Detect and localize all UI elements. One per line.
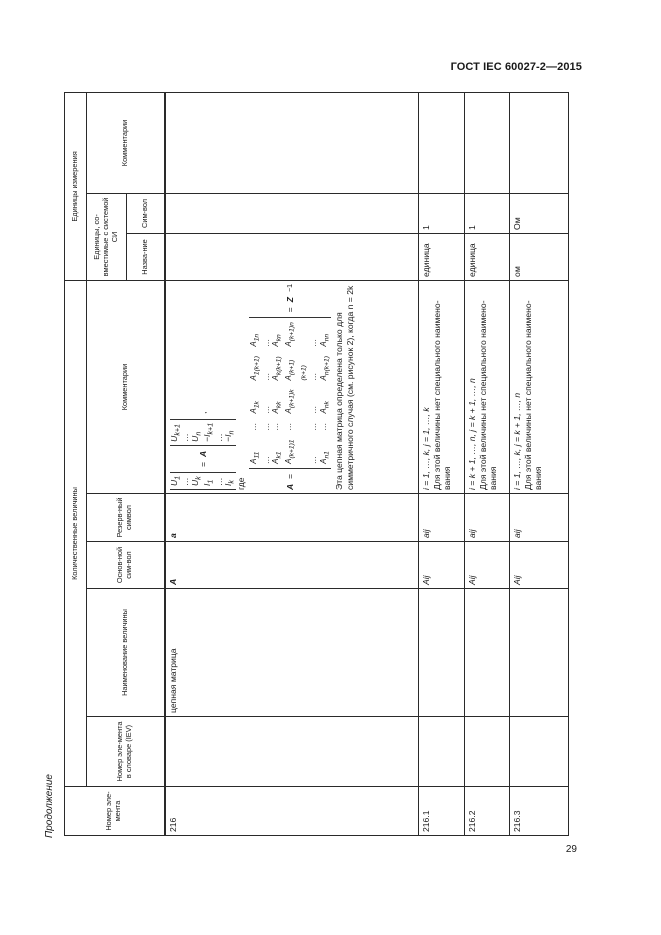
right-vector: $U_{k+1}$ … $U_n$ $-I_{k+1}$ … $-I_n$: [170, 419, 237, 446]
row-reserve-symbol: a: [165, 494, 419, 542]
row-comment-range: i = k + 1, …, n, j = k + 1, …, n: [467, 378, 477, 490]
row-reserve-symbol: aij: [465, 494, 510, 542]
row-comments: [165, 280, 419, 493]
row-main-symbol: Aij: [419, 542, 465, 589]
row-unit-name: ом: [510, 233, 569, 280]
row-unit-symbol: 1: [465, 193, 510, 233]
row-number: 216.3: [510, 787, 569, 836]
row-comment-text: Для этой величины нет специального наимено-вания: [431, 300, 453, 490]
row-iev: [510, 717, 569, 787]
row-comment-text: Для этой величины нет специального наимено-вания: [522, 300, 544, 490]
row-unit-symbol: 1: [419, 193, 465, 233]
quantities-table: [64, 92, 569, 836]
rotated-table-container: [64, 93, 568, 836]
head-units-group: Единицы измерения: [65, 92, 87, 280]
chain-matrix: $A_{11}$ … $A_{1k}$ $A_{1(k+1)}$ $A_{1n}$ … … … … … $A_{k1}$ … $A_{kk}$ $A_{k(k+1)}$ $A_{kn}$ $A_{(k+1)1}$ … $A_{(k+1)k}$ $A_{(k+1)(k+1)}$ $A_{(k+1)n}$ … … … … … $A_{n1}$ … $A_{nk}$ $A_{n(k+1)}$ $A_{nn}$: [249, 317, 331, 469]
chain-matrix-equation: A = $A_{11}$ … $A_{1k}$ $A_{1(k+1)}$ $A_{1n}$ … … … … … $A_{k1}$ … $A_{kk}$ $A_{k(k+1)}$ $A_{kn}$ $A_{(k+1)1}$ … $A_{(k+1)k}$ $A_{(k+1)(k+1)}$ $A_{(k+1)n}$ … … … … … $A_{n1}$ … $A_{nk}$ $A_{n(k+1)}$ $A_{nn}$ = Z −1: [249, 283, 331, 490]
left-vector: $U_1$ … $U_k$ $I_1$ … $I_k$: [170, 472, 237, 490]
row-number: 216.1: [419, 787, 465, 836]
head-unit-name: Назва-ние: [127, 233, 165, 280]
row-unit-comment: [510, 92, 569, 193]
head-number: Номер эле-мента: [65, 787, 165, 836]
head-name: Наименование величины: [87, 589, 165, 717]
head-quantity-group: Количественные величины: [65, 280, 87, 786]
row-unit-name: единица: [419, 233, 465, 280]
row-name: [510, 589, 569, 717]
table-row: [510, 92, 569, 835]
row-unit-name: единица: [465, 233, 510, 280]
row-name: [419, 589, 465, 717]
row-unit-symbol: Ом: [510, 193, 569, 233]
row-comments: [465, 280, 510, 493]
head-units-comments: Комментарии: [87, 92, 165, 193]
row-reserve-symbol: aij: [419, 494, 465, 542]
row-unit-comment: [419, 92, 465, 193]
chain-vector-equation: $U_1$ … $U_k$ $I_1$ … $I_k$ = A $U_{k+1}$ … $U_n$ $-I_{k+1}$ … $-I_n$ ,: [170, 284, 237, 490]
row-iev: [419, 717, 465, 787]
row-unit-name: [165, 233, 419, 280]
row-name: [465, 589, 510, 717]
row-unit-symbol: [165, 193, 419, 233]
table-row: [465, 92, 510, 835]
row-iev: [465, 717, 510, 787]
head-reserve-symbol: Резерв-ный символ: [87, 494, 165, 542]
row-name: цепная матрица: [165, 589, 419, 717]
table-head-row-1: [65, 92, 87, 835]
row-comments: [419, 280, 465, 493]
head-comments: Комментарии: [87, 280, 165, 493]
head-iev: Номер эле-мента в словаре (IEV): [87, 717, 165, 787]
row-iev: [165, 717, 419, 787]
row-reserve-symbol: aij: [510, 494, 569, 542]
head-units-compatible: Единицы, со-вместимые с системой СИ: [87, 193, 127, 280]
table-head-row-2: [87, 92, 127, 835]
continuation-label: Продолжение: [44, 774, 55, 838]
row-comment-range: i = 1, …, k, j = 1, …, k: [421, 407, 431, 490]
head-unit-symbol: Сим-вол: [127, 193, 165, 233]
row-comments: [510, 280, 569, 493]
page-number: 29: [565, 844, 577, 855]
row-comment-range: i = 1, …, k, j = k + 1, …, n: [512, 392, 522, 490]
row-number: 216.2: [465, 787, 510, 836]
head-main-symbol: Основ-ной сим-вол: [87, 542, 165, 589]
row-unit-comment: [165, 92, 419, 193]
row-main-symbol: A: [165, 542, 419, 589]
row-number: 216: [165, 787, 419, 836]
row-unit-comment: [465, 92, 510, 193]
row-main-symbol: Aij: [510, 542, 569, 589]
table-row: [419, 92, 465, 835]
row-comment-prefix: где: [236, 477, 247, 490]
row-main-symbol: Aij: [465, 542, 510, 589]
row-comment-text: Для этой величины нет специального наимено-вания: [477, 300, 499, 490]
document-code: ГОСТ IEC 60027-2—2015: [450, 61, 582, 73]
row-comment-text: Эта цепная матрица определена только для симметричного случая (см. рисунок 2), когда n = 2k: [334, 285, 355, 490]
table-row: [165, 92, 419, 835]
